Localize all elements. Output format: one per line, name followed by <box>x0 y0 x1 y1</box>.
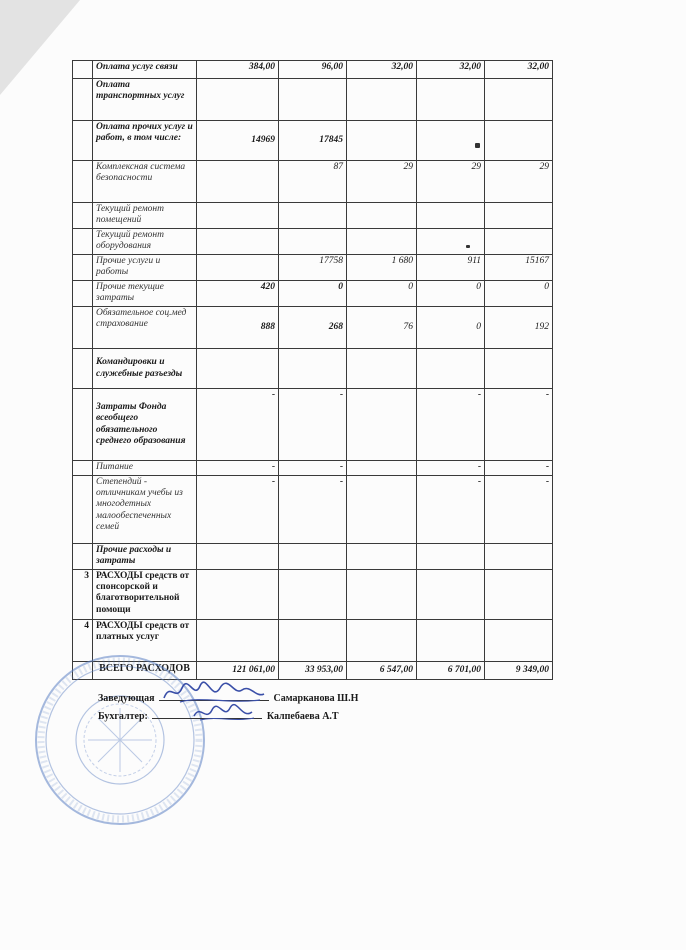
cell-value: - <box>485 476 553 544</box>
table-row <box>73 79 553 121</box>
cell-value: 384,00 <box>197 61 279 79</box>
table-row <box>73 476 553 544</box>
table-row <box>73 203 553 229</box>
table-row <box>73 349 553 389</box>
row-label: РАСХОДЫ средств от спонсорской и благотворительной помощи <box>93 570 197 620</box>
cell-value: 0 <box>347 281 417 307</box>
cell-value: 0 <box>485 281 553 307</box>
table-row <box>73 121 553 161</box>
accountant-name: Калпебаева А.Т <box>266 711 339 722</box>
cell-value: 192 <box>485 307 553 349</box>
row-label: Текущий ремонт оборудования <box>93 229 197 255</box>
cell-value: 0 <box>417 307 485 349</box>
cell-value: 15167 <box>485 255 553 281</box>
table-row <box>73 255 553 281</box>
cell-value: 911 <box>417 255 485 281</box>
cell-value: - <box>417 476 485 544</box>
row-label: Обязательное соц.мед страхование <box>93 307 197 349</box>
cell-value: 32,00 <box>347 61 417 79</box>
table-row <box>73 544 553 570</box>
cell-value: - <box>197 461 279 476</box>
total-value: 9 349,00 <box>485 662 553 680</box>
cell-value: 420 <box>197 281 279 307</box>
row-label: Прочие расходы и затраты <box>93 544 197 570</box>
row-label: Степендий - отличникам учебы из многодетных малообеспеченных семей <box>93 476 197 544</box>
cell-value: - <box>485 389 553 461</box>
cell-value: 268 <box>279 307 347 349</box>
cell-value: - <box>417 389 485 461</box>
cell-value: 1 680 <box>347 255 417 281</box>
table-row <box>73 61 553 79</box>
row-label: Оплата услуг связи <box>93 61 197 79</box>
total-value: 6 701,00 <box>417 662 485 680</box>
total-value: 33 953,00 <box>279 662 347 680</box>
row-label: Питание <box>93 461 197 476</box>
row-label: Прочие услуги и работы <box>93 255 197 281</box>
row-label: Прочие текущие затраты <box>93 281 197 307</box>
row-label: Оплата транспортных услуг <box>93 79 197 121</box>
scan-corner-shadow <box>0 0 80 95</box>
accountant-label: Бухгалтер: <box>98 711 148 722</box>
cell-value: - <box>197 389 279 461</box>
row-label: Затраты Фонда всеобщего обязательного среднего образования <box>93 389 197 461</box>
cell-value: 29 <box>485 161 553 203</box>
cell-value: 32,00 <box>485 61 553 79</box>
head-name: Самарканова Ш.Н <box>273 693 359 704</box>
cell-value: 888 <box>197 307 279 349</box>
cell-value: - <box>279 389 347 461</box>
cell-value: 76 <box>347 307 417 349</box>
table-row <box>73 570 553 620</box>
total-value: 6 547,00 <box>347 662 417 680</box>
total-label: ВСЕГО РАСХОДОВ <box>93 662 197 680</box>
row-number: 3 <box>73 570 93 620</box>
cell-value: 29 <box>417 161 485 203</box>
scan-speck <box>475 143 480 148</box>
cell-value: 14969 <box>197 121 279 161</box>
row-label: Командировки и служебные разъезды <box>93 349 197 389</box>
cell-value: 17758 <box>279 255 347 281</box>
table-row <box>73 229 553 255</box>
cell-value: 32,00 <box>417 61 485 79</box>
scan-speck <box>466 245 470 248</box>
cell-value: - <box>279 476 347 544</box>
cell-value: 0 <box>417 281 485 307</box>
row-label: Текущий ремонт помещений <box>93 203 197 229</box>
table-row <box>73 307 553 349</box>
row-number: 4 <box>73 620 93 662</box>
cell-value: - <box>279 461 347 476</box>
table-row <box>73 389 553 461</box>
cell-value: 87 <box>279 161 347 203</box>
cell-value: 0 <box>279 281 347 307</box>
cell-value: - <box>197 476 279 544</box>
cell-value: 29 <box>347 161 417 203</box>
total-value: 121 061,00 <box>197 662 279 680</box>
cell-value: - <box>417 461 485 476</box>
cell-value: - <box>485 461 553 476</box>
table-row <box>73 161 553 203</box>
row-label: Оплата прочих услуг и работ, в том числе: <box>93 121 197 161</box>
head-label: Заведующая <box>98 693 155 704</box>
table-row <box>73 461 553 476</box>
cell-value: 96,00 <box>279 61 347 79</box>
row-label: Комплексная система безопасности <box>93 161 197 203</box>
row-label: РАСХОДЫ средств от платных услуг <box>93 620 197 662</box>
expenses-table <box>72 60 553 680</box>
table-row <box>73 281 553 307</box>
cell-value: 17845 <box>279 121 347 161</box>
accountant-signature-scribble <box>190 700 260 726</box>
